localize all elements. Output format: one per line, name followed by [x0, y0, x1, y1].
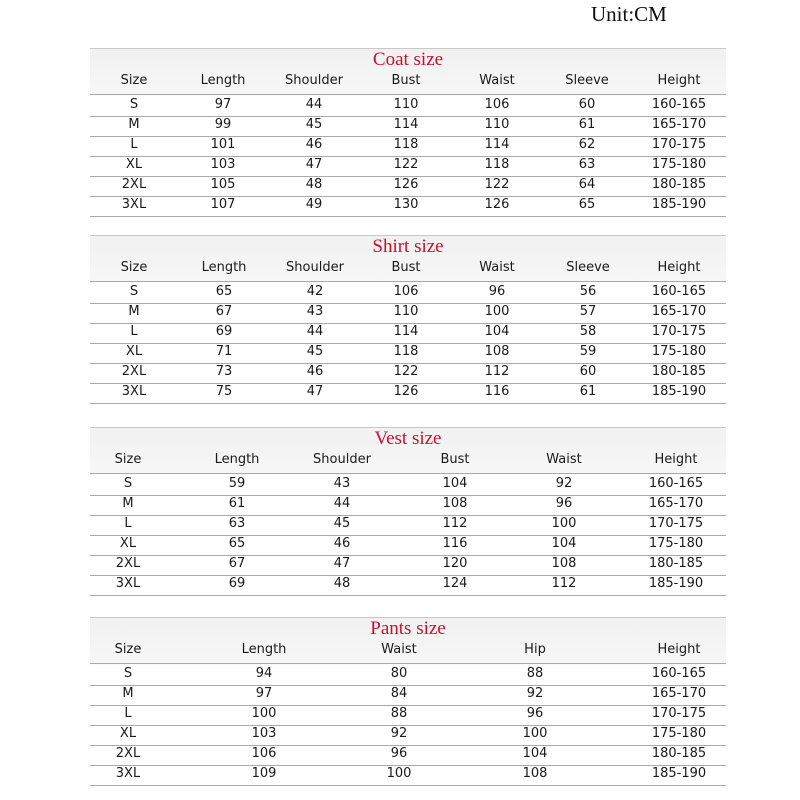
- table-cell: 165-170: [651, 117, 707, 132]
- table-cell: S: [129, 97, 139, 112]
- table-cell: 64: [578, 177, 596, 192]
- table-cell: 100: [551, 516, 577, 531]
- table-cell: 104: [522, 746, 548, 761]
- table-cell: 44: [333, 496, 351, 511]
- table-cell: 180-185: [648, 556, 704, 571]
- column-header: Shoulder: [286, 260, 344, 275]
- vest-size-table: [90, 427, 726, 602]
- column-header: Size: [120, 73, 148, 88]
- table-cell: S: [129, 284, 139, 299]
- column-header: Shoulder: [285, 73, 343, 88]
- table-cell: 61: [228, 496, 246, 511]
- table-cell: 170-175: [651, 706, 707, 721]
- column-header: Sleeve: [565, 73, 609, 88]
- table-cell: L: [130, 137, 138, 152]
- column-header: Hip: [524, 642, 546, 657]
- table-cell: 180-185: [651, 746, 707, 761]
- table-cell: 114: [393, 117, 419, 132]
- table-cell: 110: [393, 97, 419, 112]
- column-header: Height: [657, 642, 701, 657]
- table-row: [90, 384, 726, 404]
- table-cell: 114: [393, 324, 419, 339]
- shirt-table-title: Shirt size: [372, 236, 444, 257]
- table-row: [90, 516, 726, 536]
- table-cell: 3XL: [121, 384, 147, 399]
- table-cell: 106: [393, 284, 419, 299]
- shirt-size-table: [90, 235, 726, 410]
- table-cell: 3XL: [115, 576, 141, 591]
- column-header: Length: [201, 260, 247, 275]
- table-row: [90, 157, 726, 177]
- table-cell: 112: [442, 516, 468, 531]
- table-cell: 108: [442, 496, 468, 511]
- table-cell: 71: [215, 344, 233, 359]
- column-header: Bust: [391, 260, 421, 275]
- column-header: Length: [241, 642, 287, 657]
- table-cell: 106: [251, 746, 277, 761]
- table-cell: 48: [333, 576, 351, 591]
- table-cell: 170-175: [651, 137, 707, 152]
- table-cell: 49: [305, 197, 323, 212]
- table-row: [90, 324, 726, 344]
- table-cell: 114: [484, 137, 510, 152]
- column-header: Waist: [479, 260, 515, 275]
- table-cell: 62: [578, 137, 596, 152]
- table-header-row: [90, 452, 726, 474]
- column-header: Size: [120, 260, 148, 275]
- table-row: [90, 177, 726, 197]
- table-cell: 59: [579, 344, 597, 359]
- table-row: [90, 766, 726, 786]
- table-cell: 88: [390, 706, 408, 721]
- table-cell: 92: [390, 726, 408, 741]
- table-cell: 44: [306, 324, 324, 339]
- table-cell: L: [124, 516, 132, 531]
- table-cell: 108: [484, 344, 510, 359]
- table-cell: 165-170: [648, 496, 704, 511]
- table-header-row: [90, 73, 726, 95]
- table-cell: 3XL: [121, 197, 147, 212]
- table-cell: XL: [119, 536, 137, 551]
- table-cell: 100: [251, 706, 277, 721]
- table-cell: 63: [578, 157, 596, 172]
- table-cell: 65: [578, 197, 596, 212]
- table-cell: 160-165: [648, 476, 704, 491]
- table-cell: 165-170: [651, 686, 707, 701]
- table-cell: 48: [305, 177, 323, 192]
- table-cell: 105: [210, 177, 236, 192]
- table-row: [90, 137, 726, 157]
- table-cell: 45: [333, 516, 351, 531]
- column-header: Sleeve: [566, 260, 610, 275]
- table-cell: 2XL: [115, 556, 141, 571]
- table-cell: 80: [390, 666, 408, 681]
- table-cell: 116: [484, 384, 510, 399]
- table-row: [90, 706, 726, 726]
- table-cell: XL: [119, 726, 137, 741]
- table-cell: 96: [526, 706, 544, 721]
- vest-table-title: Vest size: [374, 428, 442, 449]
- table-cell: L: [130, 324, 138, 339]
- table-cell: 160-165: [651, 284, 707, 299]
- table-cell: 122: [393, 364, 419, 379]
- table-row: [90, 284, 726, 304]
- table-cell: 96: [390, 746, 408, 761]
- table-cell: 3XL: [115, 766, 141, 781]
- table-cell: 180-185: [651, 177, 707, 192]
- table-cell: 108: [551, 556, 577, 571]
- table-cell: 126: [393, 177, 419, 192]
- table-cell: 44: [305, 97, 323, 112]
- table-row: [90, 476, 726, 496]
- table-cell: 45: [306, 344, 324, 359]
- table-cell: 185-190: [651, 197, 707, 212]
- table-cell: 110: [393, 304, 419, 319]
- table-cell: M: [128, 304, 140, 319]
- table-row: [90, 364, 726, 384]
- pants-size-table: [90, 617, 726, 792]
- table-cell: 116: [442, 536, 468, 551]
- table-row: [90, 97, 726, 117]
- table-cell: 130: [393, 197, 419, 212]
- table-cell: 57: [579, 304, 597, 319]
- table-row: [90, 686, 726, 706]
- table-row: [90, 344, 726, 364]
- table-cell: 100: [522, 726, 548, 741]
- table-cell: 67: [228, 556, 246, 571]
- table-cell: 160-165: [651, 97, 707, 112]
- table-cell: 2XL: [121, 364, 147, 379]
- column-header: Shoulder: [313, 452, 371, 467]
- table-cell: 45: [305, 117, 323, 132]
- table-cell: XL: [125, 344, 143, 359]
- column-header: Waist: [381, 642, 417, 657]
- table-cell: 46: [333, 536, 351, 551]
- table-cell: 112: [551, 576, 577, 591]
- pants-table-title: Pants size: [370, 618, 446, 639]
- table-cell: 47: [333, 556, 351, 571]
- table-cell: 122: [393, 157, 419, 172]
- table-cell: 175-180: [651, 726, 707, 741]
- table-cell: 124: [442, 576, 468, 591]
- table-cell: 100: [484, 304, 510, 319]
- column-header: Bust: [440, 452, 470, 467]
- table-cell: 60: [579, 364, 597, 379]
- table-row: [90, 556, 726, 576]
- table-cell: 104: [484, 324, 510, 339]
- table-cell: 108: [522, 766, 548, 781]
- column-header: Height: [657, 260, 701, 275]
- column-header: Length: [200, 73, 246, 88]
- table-cell: 170-175: [651, 324, 707, 339]
- table-cell: M: [122, 496, 134, 511]
- table-cell: 100: [386, 766, 412, 781]
- column-header: Height: [657, 73, 701, 88]
- table-cell: 42: [306, 284, 324, 299]
- table-cell: 69: [228, 576, 246, 591]
- table-cell: 175-180: [651, 344, 707, 359]
- coat-table-title: Coat size: [372, 49, 444, 70]
- table-cell: 104: [442, 476, 468, 491]
- table-cell: 99: [214, 117, 232, 132]
- unit-label: Unit:CM: [591, 2, 667, 26]
- table-cell: 185-190: [648, 576, 704, 591]
- table-cell: 63: [228, 516, 246, 531]
- column-header: Bust: [391, 73, 421, 88]
- table-cell: 109: [251, 766, 277, 781]
- table-cell: 94: [255, 666, 273, 681]
- table-cell: 126: [484, 197, 510, 212]
- table-cell: 2XL: [115, 746, 141, 761]
- table-cell: M: [128, 117, 140, 132]
- table-cell: 46: [306, 364, 324, 379]
- table-row: [90, 496, 726, 516]
- table-cell: 58: [579, 324, 597, 339]
- column-header: Size: [114, 452, 142, 467]
- table-cell: 103: [251, 726, 277, 741]
- table-cell: 110: [484, 117, 510, 132]
- table-row: [90, 536, 726, 556]
- column-header: Height: [654, 452, 698, 467]
- table-header-row: [90, 260, 726, 282]
- table-cell: 175-180: [648, 536, 704, 551]
- table-cell: 47: [306, 384, 324, 399]
- table-row: [90, 666, 726, 686]
- table-cell: L: [124, 706, 132, 721]
- table-cell: 185-190: [651, 384, 707, 399]
- table-cell: 88: [526, 666, 544, 681]
- table-cell: 73: [215, 364, 233, 379]
- table-cell: 122: [484, 177, 510, 192]
- table-cell: 106: [484, 97, 510, 112]
- table-row: [90, 197, 726, 217]
- table-cell: 107: [210, 197, 236, 212]
- table-cell: 46: [305, 137, 323, 152]
- table-cell: 56: [579, 284, 597, 299]
- table-cell: 84: [390, 686, 408, 701]
- table-cell: 97: [214, 97, 232, 112]
- table-cell: 104: [551, 536, 577, 551]
- table-cell: 120: [442, 556, 468, 571]
- table-cell: 43: [306, 304, 324, 319]
- table-cell: 101: [210, 137, 236, 152]
- table-cell: 47: [305, 157, 323, 172]
- table-cell: 75: [215, 384, 233, 399]
- table-cell: 112: [484, 364, 510, 379]
- table-cell: 118: [393, 344, 419, 359]
- column-header: Waist: [479, 73, 515, 88]
- table-cell: 126: [393, 384, 419, 399]
- table-cell: 65: [215, 284, 233, 299]
- table-cell: S: [123, 476, 133, 491]
- table-cell: 59: [228, 476, 246, 491]
- table-cell: 165-170: [651, 304, 707, 319]
- table-cell: 96: [488, 284, 506, 299]
- table-cell: S: [123, 666, 133, 681]
- table-cell: 61: [579, 384, 597, 399]
- table-row: [90, 726, 726, 746]
- table-cell: XL: [125, 157, 143, 172]
- table-header-row: [90, 642, 726, 664]
- column-header: Size: [114, 642, 142, 657]
- table-cell: 2XL: [121, 177, 147, 192]
- table-cell: 97: [255, 686, 273, 701]
- table-cell: 103: [210, 157, 236, 172]
- column-header: Length: [214, 452, 260, 467]
- table-cell: 160-165: [651, 666, 707, 681]
- table-cell: M: [122, 686, 134, 701]
- table-cell: 118: [393, 137, 419, 152]
- table-cell: 60: [578, 97, 596, 112]
- table-cell: 175-180: [651, 157, 707, 172]
- table-cell: 92: [526, 686, 544, 701]
- table-cell: 61: [578, 117, 596, 132]
- table-cell: 180-185: [651, 364, 707, 379]
- table-cell: 92: [555, 476, 573, 491]
- table-cell: 67: [215, 304, 233, 319]
- coat-size-table: [90, 48, 726, 223]
- table-cell: 185-190: [651, 766, 707, 781]
- table-row: [90, 576, 726, 596]
- column-header: Waist: [546, 452, 582, 467]
- table-cell: 118: [484, 157, 510, 172]
- table-row: [90, 746, 726, 766]
- table-row: [90, 304, 726, 324]
- table-cell: 43: [333, 476, 351, 491]
- table-cell: 65: [228, 536, 246, 551]
- table-row: [90, 117, 726, 137]
- table-cell: 170-175: [648, 516, 704, 531]
- table-cell: 96: [555, 496, 573, 511]
- table-cell: 69: [215, 324, 233, 339]
